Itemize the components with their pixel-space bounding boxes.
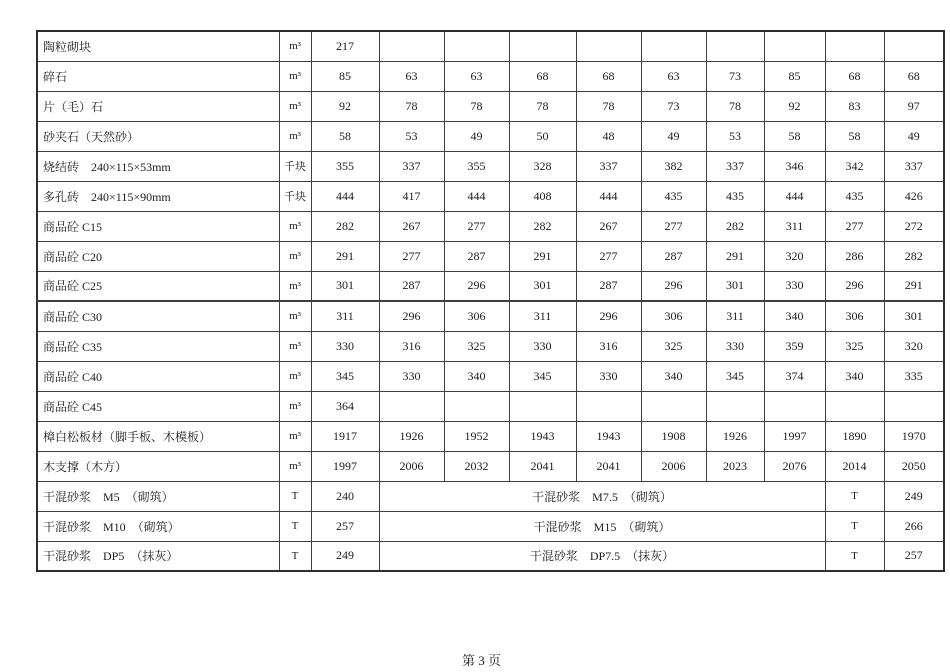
table-row	[37, 61, 944, 91]
unit-cell: T	[825, 511, 884, 541]
price-cell: 291	[311, 241, 379, 271]
price-cell: 311	[311, 301, 379, 331]
price-cell: 320	[884, 331, 944, 361]
material-name-cell: 砂夹石（天然砂）	[37, 121, 279, 151]
price-cell: 301	[706, 271, 764, 301]
price-cell: 330	[576, 361, 641, 391]
price-cell: 340	[641, 361, 706, 391]
table-row	[37, 121, 944, 151]
price-cell	[379, 391, 444, 421]
price-cell: 78	[444, 91, 509, 121]
price-cell: 49	[641, 121, 706, 151]
price-cell: 306	[444, 301, 509, 331]
unit-cell: m³	[279, 31, 311, 61]
price-cell: 426	[884, 181, 944, 211]
price-cell: 408	[509, 181, 576, 211]
price-cell: 2014	[825, 451, 884, 481]
material-name-cell: 干混砂浆 M5 （砌筑）	[37, 481, 279, 511]
price-cell: 328	[509, 151, 576, 181]
price-cell	[641, 31, 706, 61]
price-cell: 359	[764, 331, 825, 361]
price-cell: 345	[509, 361, 576, 391]
price-cell: 282	[706, 211, 764, 241]
material-name-cell: 陶粒砌块	[37, 31, 279, 61]
material-name-cell: 多孔砖 240×115×90mm	[37, 181, 279, 211]
price-cell: 311	[509, 301, 576, 331]
price-cell: 78	[509, 91, 576, 121]
price-cell: 286	[825, 241, 884, 271]
price-cell: 1908	[641, 421, 706, 451]
price-cell: 53	[379, 121, 444, 151]
table-row	[37, 361, 944, 391]
price-cell: 73	[706, 61, 764, 91]
table-row	[37, 31, 944, 61]
price-cell: 340	[764, 301, 825, 331]
price-cell: 337	[379, 151, 444, 181]
price-cell: 337	[706, 151, 764, 181]
material-name-cell: 干混砂浆 M10 （砌筑）	[37, 511, 279, 541]
price-cell: 444	[764, 181, 825, 211]
price-cell: 266	[884, 511, 944, 541]
material-name-cell: 商品砼 C15	[37, 211, 279, 241]
price-cell: 355	[444, 151, 509, 181]
price-cell	[706, 391, 764, 421]
price-cell: 277	[379, 241, 444, 271]
price-cell: 444	[311, 181, 379, 211]
material-name-cell: 片（毛）石	[37, 91, 279, 121]
material-name-cell: 商品砼 C35	[37, 331, 279, 361]
price-cell: 355	[311, 151, 379, 181]
unit-cell: T	[825, 481, 884, 511]
price-cell: 296	[444, 271, 509, 301]
table-row	[37, 211, 944, 241]
price-cell: 330	[764, 271, 825, 301]
price-cell: 296	[379, 301, 444, 331]
price-table-body	[37, 31, 944, 571]
price-cell: 2050	[884, 451, 944, 481]
price-cell: 1970	[884, 421, 944, 451]
price-cell: 296	[825, 271, 884, 301]
table-row	[37, 241, 944, 271]
price-cell: 364	[311, 391, 379, 421]
price-cell: 2006	[379, 451, 444, 481]
unit-cell: m³	[279, 331, 311, 361]
price-cell: 277	[444, 211, 509, 241]
material-name-cell: 干混砂浆 DP5 （抹灰）	[37, 541, 279, 571]
price-cell: 1943	[509, 421, 576, 451]
price-cell: 345	[706, 361, 764, 391]
page-footer	[0, 634, 950, 672]
price-cell: 306	[825, 301, 884, 331]
price-cell: 272	[884, 211, 944, 241]
price-cell: 330	[379, 361, 444, 391]
price-cell: 345	[311, 361, 379, 391]
table-row	[37, 271, 944, 301]
price-cell: 68	[825, 61, 884, 91]
price-cell	[764, 31, 825, 61]
price-cell: 444	[444, 181, 509, 211]
price-cell	[706, 31, 764, 61]
price-cell: 53	[706, 121, 764, 151]
price-cell: 287	[444, 241, 509, 271]
price-cell: 68	[509, 61, 576, 91]
unit-cell: m³	[279, 361, 311, 391]
unit-cell: T	[825, 541, 884, 571]
price-cell	[444, 31, 509, 61]
price-cell: 287	[576, 271, 641, 301]
price-cell: 316	[576, 331, 641, 361]
price-cell	[825, 31, 884, 61]
price-cell: 1997	[764, 421, 825, 451]
price-cell: 337	[884, 151, 944, 181]
price-cell: 68	[884, 61, 944, 91]
merged-material-name-cell: 干混砂浆 DP7.5 （抹灰）	[379, 541, 825, 571]
unit-cell: m³	[279, 211, 311, 241]
price-cell: 92	[311, 91, 379, 121]
price-cell: 435	[825, 181, 884, 211]
price-cell: 325	[641, 331, 706, 361]
price-cell: 2041	[576, 451, 641, 481]
price-cell	[444, 391, 509, 421]
price-cell	[641, 391, 706, 421]
price-cell: 301	[311, 271, 379, 301]
price-cell: 296	[641, 271, 706, 301]
page-number: 第 3 页	[461, 653, 501, 668]
price-cell: 330	[706, 331, 764, 361]
price-cell: 320	[764, 241, 825, 271]
unit-cell: m³	[279, 61, 311, 91]
price-cell: 2076	[764, 451, 825, 481]
price-cell: 311	[764, 211, 825, 241]
price-cell: 330	[311, 331, 379, 361]
price-cell	[509, 31, 576, 61]
price-cell: 444	[576, 181, 641, 211]
price-cell: 335	[884, 361, 944, 391]
price-cell: 1926	[379, 421, 444, 451]
price-cell: 316	[379, 331, 444, 361]
price-cell: 282	[884, 241, 944, 271]
price-cell: 85	[764, 61, 825, 91]
table-row	[37, 511, 944, 541]
price-cell: 1917	[311, 421, 379, 451]
price-cell: 346	[764, 151, 825, 181]
table-row	[37, 151, 944, 181]
price-cell: 1943	[576, 421, 641, 451]
price-cell: 287	[379, 271, 444, 301]
price-cell: 330	[509, 331, 576, 361]
price-cell: 296	[576, 301, 641, 331]
price-cell: 1890	[825, 421, 884, 451]
price-cell	[825, 391, 884, 421]
price-cell: 257	[884, 541, 944, 571]
material-name-cell: 商品砼 C45	[37, 391, 279, 421]
price-cell: 48	[576, 121, 641, 151]
material-name-cell: 樟白松板材（脚手板、木模板）	[37, 421, 279, 451]
price-cell: 217	[311, 31, 379, 61]
table-row	[37, 541, 944, 571]
table-row	[37, 181, 944, 211]
price-cell: 58	[764, 121, 825, 151]
price-cell: 78	[706, 91, 764, 121]
table-row	[37, 481, 944, 511]
price-cell: 92	[764, 91, 825, 121]
price-cell: 374	[764, 361, 825, 391]
price-cell	[379, 31, 444, 61]
price-cell: 282	[509, 211, 576, 241]
price-cell: 2032	[444, 451, 509, 481]
price-cell: 68	[576, 61, 641, 91]
table-row	[37, 91, 944, 121]
price-cell: 325	[444, 331, 509, 361]
price-cell: 257	[311, 511, 379, 541]
price-cell: 337	[576, 151, 641, 181]
price-cell: 287	[641, 241, 706, 271]
price-cell	[509, 391, 576, 421]
material-name-cell: 碎石	[37, 61, 279, 91]
price-cell: 1926	[706, 421, 764, 451]
price-cell: 301	[509, 271, 576, 301]
price-cell: 83	[825, 91, 884, 121]
price-cell: 49	[884, 121, 944, 151]
price-cell: 277	[641, 211, 706, 241]
price-cell	[576, 391, 641, 421]
table-row	[37, 331, 944, 361]
price-cell: 240	[311, 481, 379, 511]
price-cell: 78	[576, 91, 641, 121]
price-cell: 340	[825, 361, 884, 391]
unit-cell: T	[279, 511, 311, 541]
material-name-cell: 商品砼 C40	[37, 361, 279, 391]
unit-cell: T	[279, 481, 311, 511]
merged-material-name-cell: 干混砂浆 M15 （砌筑）	[379, 511, 825, 541]
merged-material-name-cell: 干混砂浆 M7.5 （砌筑）	[379, 481, 825, 511]
unit-cell: m³	[279, 301, 311, 331]
price-cell: 1952	[444, 421, 509, 451]
price-cell: 277	[576, 241, 641, 271]
price-cell: 249	[311, 541, 379, 571]
unit-cell: m³	[279, 91, 311, 121]
price-cell: 417	[379, 181, 444, 211]
unit-cell: m³	[279, 121, 311, 151]
price-cell: 97	[884, 91, 944, 121]
price-cell: 342	[825, 151, 884, 181]
price-cell: 311	[706, 301, 764, 331]
price-cell: 2023	[706, 451, 764, 481]
unit-cell: 千块	[279, 181, 311, 211]
price-cell: 306	[641, 301, 706, 331]
price-cell	[884, 391, 944, 421]
price-cell	[576, 31, 641, 61]
unit-cell: m³	[279, 271, 311, 301]
price-cell: 63	[379, 61, 444, 91]
unit-cell: m³	[279, 241, 311, 271]
price-cell: 282	[311, 211, 379, 241]
price-cell: 267	[576, 211, 641, 241]
price-cell: 58	[825, 121, 884, 151]
price-cell: 58	[311, 121, 379, 151]
table-row	[37, 421, 944, 451]
price-cell	[884, 31, 944, 61]
material-name-cell: 商品砼 C25	[37, 271, 279, 301]
price-cell: 301	[884, 301, 944, 331]
unit-cell: T	[279, 541, 311, 571]
price-cell: 63	[444, 61, 509, 91]
unit-cell: m³	[279, 421, 311, 451]
material-name-cell: 烧结砖 240×115×53mm	[37, 151, 279, 181]
price-cell: 277	[825, 211, 884, 241]
unit-cell: m³	[279, 451, 311, 481]
price-cell: 291	[706, 241, 764, 271]
table-row	[37, 451, 944, 481]
material-name-cell: 商品砼 C30	[37, 301, 279, 331]
price-cell: 249	[884, 481, 944, 511]
material-name-cell: 商品砼 C20	[37, 241, 279, 271]
price-cell: 291	[509, 241, 576, 271]
price-cell: 382	[641, 151, 706, 181]
price-cell: 291	[884, 271, 944, 301]
price-cell: 50	[509, 121, 576, 151]
price-table	[36, 30, 945, 572]
price-cell: 1997	[311, 451, 379, 481]
material-name-cell: 木支撑（木方）	[37, 451, 279, 481]
price-cell	[764, 391, 825, 421]
price-cell: 2041	[509, 451, 576, 481]
price-cell: 78	[379, 91, 444, 121]
price-cell: 435	[641, 181, 706, 211]
unit-cell: 千块	[279, 151, 311, 181]
price-cell: 49	[444, 121, 509, 151]
price-cell: 73	[641, 91, 706, 121]
price-cell: 435	[706, 181, 764, 211]
unit-cell: m³	[279, 391, 311, 421]
price-cell: 325	[825, 331, 884, 361]
table-row	[37, 391, 944, 421]
price-cell: 340	[444, 361, 509, 391]
price-cell: 2006	[641, 451, 706, 481]
price-cell: 63	[641, 61, 706, 91]
price-cell: 267	[379, 211, 444, 241]
table-row	[37, 301, 944, 331]
price-cell: 85	[311, 61, 379, 91]
